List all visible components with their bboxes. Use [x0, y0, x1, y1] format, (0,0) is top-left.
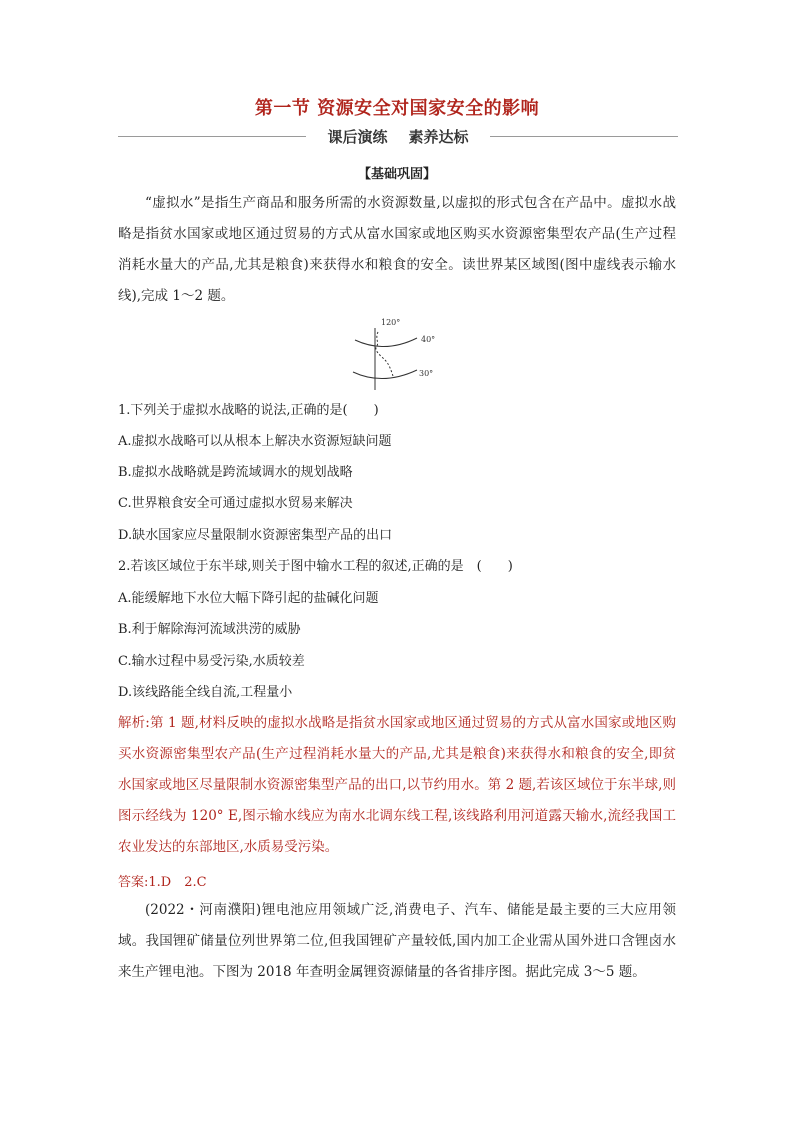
question-1-option-b: B.虚拟水战略就是跨流域调水的规划战略	[118, 465, 353, 480]
question-2-option-d: D.该线路能全线自流,工程量小	[118, 685, 293, 700]
page-title: 第一节 资源安全对国家安全的影响	[254, 98, 540, 119]
banner-rule-left	[118, 136, 306, 137]
region-map-figure	[345, 314, 450, 394]
section-heading: 【基础巩固】	[357, 167, 436, 182]
latitude-bottom-label: 30°	[419, 369, 434, 378]
latitude-30-line	[353, 370, 417, 379]
section-banner	[118, 126, 678, 148]
answer-line: 答案:1.D 2.C	[118, 875, 207, 890]
question-1-option-a: A.虚拟水战略可以从根本上解决水资源短缺问题	[118, 434, 392, 449]
latitude-40-line	[355, 338, 417, 347]
question-2-option-a: A.能缓解地下水位大幅下降引起的盐碱化问题	[118, 591, 379, 606]
longitude-label: 120°	[381, 318, 401, 327]
intro-paragraph: “虚拟水”是指生产商品和服务所需的水资源数量,以虚拟的形式包含在产品中。虚拟水战略是指贫水国家或地区通过贸易的方式从富水国家或地区购买水资源密集型农产品(生产过程消耗水量大的产品,尤其是粮食)来获得水和粮食的安全。读世界某区域图(图中虚线表示输水线),完成 1～2 题。	[118, 195, 676, 304]
lithium-paragraph: (2022・河南濮阳)锂电池应用领域广泛,消费电子、汽车、储能是最主要的三大应用领域。我国锂矿储量位列世界第二位,但我国锂矿产量较低,国内加工企业需从国外进口含锂卤水来生产锂电池。下图为 2018 年查明金属锂资源储量的各省排序图。据此完成 3～5 题。	[118, 902, 676, 980]
question-1-option-c: C.世界粮食安全可通过虚拟水贸易来解决	[118, 496, 353, 511]
banner-rule-right	[490, 136, 678, 137]
latitude-top-label: 40°	[421, 335, 436, 344]
question-2-option-b: B.利于解除海河流域洪涝的威胁	[118, 622, 301, 637]
analysis-paragraph: 解析:第 1 题,材料反映的虚拟水战略是指贫水国家或地区通过贸易的方式从富水国家或地区购买水资源密集型农产品(生产过程消耗水量大的产品,尤其是粮食)来获得水和粮食的安全,即贫水国家或地区尽量限制水资源密集型产品的出口,以节约用水。第 2 题,若该区域位于东半球,则图示经线为 120° E,图示输水线应为南水北调东线工程,该线路利用河道露天输水,流经我国工农业发达的东部地区,水质易受污染。	[118, 715, 676, 855]
banner-right-text: 素养达标	[408, 128, 469, 146]
banner-left-text: 课后演练	[327, 128, 388, 146]
question-1-option-d: D.缺水国家应尽量限制水资源密集型产品的出口	[118, 528, 393, 543]
question-2-stem: 2.若该区域位于东半球,则关于图中输水工程的叙述,正确的是 ( )	[118, 559, 513, 574]
water-transfer-line	[376, 332, 393, 376]
question-2-option-c: C.输水过程中易受污染,水质较差	[118, 654, 305, 669]
question-1-stem: 1.下列关于虚拟水战略的说法,正确的是( )	[118, 403, 379, 418]
